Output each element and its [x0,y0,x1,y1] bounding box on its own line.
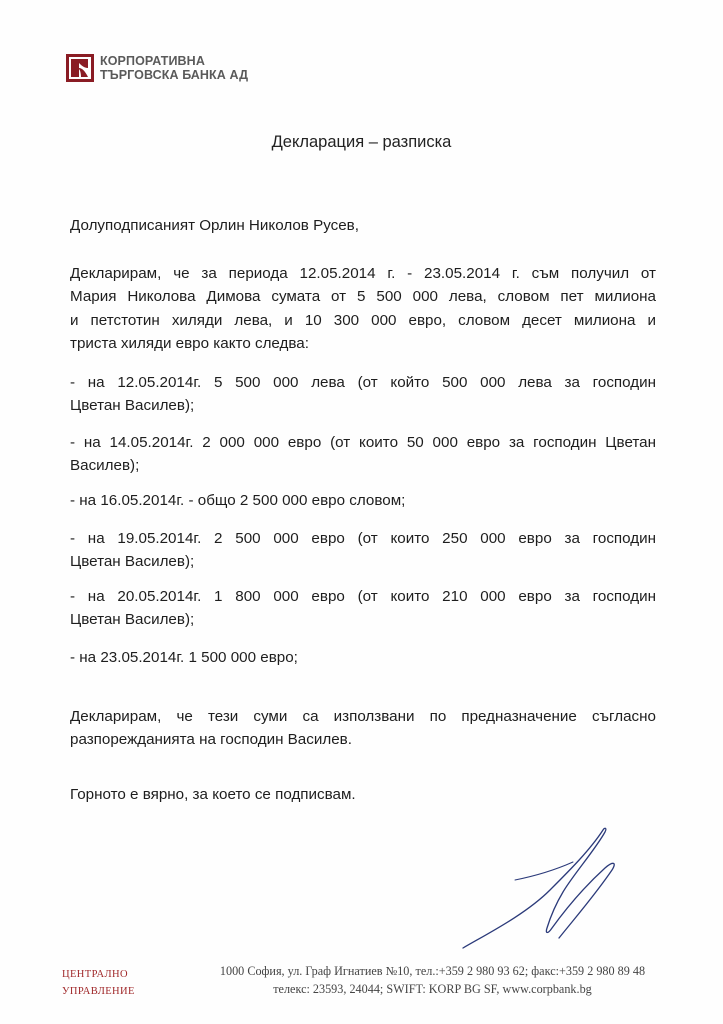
declaration-intro-line: Мария Николова Димова сумата от 5 500 000 лева, словом пет милиона [70,288,656,306]
bank-logo [66,54,248,82]
footer-telecom-line: телекс: 23593, 24044; SWIFT: KORP BG SF, www.corpbank.bg [273,981,592,996]
footer-department-line1: ЦЕНТРАЛНО [62,969,128,980]
declaration-intro-line: и петстотин хиляди лева, и 10 300 000 евро, словом десет милиона и [70,311,656,329]
footer-contacts [205,963,660,998]
document-title: Декларация – разписка [271,133,452,151]
payment-item-line: - на 16.05.2014г. - общо 2 500 000 евро словом; [70,492,406,509]
payment-item-line: Цветан Василев); [70,553,195,571]
payment-item-line: - на 23.05.2014г. 1 500 000 евро; [70,649,298,666]
payment-item-line: Цветан Василев); [70,397,195,415]
payment-item-line: - на 20.05.2014г. 1 800 000 евро (от които 210 000 евро за господин [70,588,656,605]
payment-item-line: - на 19.05.2014г. 2 500 000 евро (от които 250 000 евро за господин [70,530,656,547]
payment-item [70,371,656,418]
bank-name [100,54,248,82]
declaration-intro-paragraph [70,262,656,355]
payment-item [70,585,656,632]
footer-department-line2: УПРАВЛЕНИЕ [62,986,135,997]
payment-item-line: Василев); [70,457,140,475]
payment-item [70,646,656,669]
bank-name-line2: ТЪРГОВСКА БАНКА АД [100,68,249,82]
declaration-purpose-line: разпорежданията на господин Василев. [70,731,352,749]
payment-item-line: - на 12.05.2014г. 5 500 000 лева (от който 500 000 лева за господин [70,374,656,391]
greeting-paragraph: Долуподписаният Орлин Николов Русев, [70,217,359,234]
signature-image [455,820,655,970]
payment-item-line: - на 14.05.2014г. 2 000 000 евро (от които 50 000 евро за господин Цветан [70,434,656,451]
declaration-intro-line: Декларирам, че за периода 12.05.2014 г. - 23.05.2014 г. съм получил от [70,265,656,282]
declaration-intro-line: триста хиляди евро както следва: [70,334,309,352]
payment-item [70,489,656,512]
payment-item [70,527,656,574]
payment-item-line: Цветан Василев); [70,611,195,629]
payment-item [70,431,656,478]
closing-statement: Горното е вярно, за което се подписвам. [70,786,356,803]
bank-name-line1: КОРПОРАТИВНА [100,54,205,68]
footer-address-line: 1000 София, ул. Граф Игнатиев №10, тел.:+359 2 980 93 62; факс:+359 2 980 89 48 [219,964,646,978]
footer-department [62,966,135,1000]
declaration-purpose-line: Декларирам, че тези суми са използвани по предназначение съгласно [70,708,656,725]
bank-logo-icon [66,54,94,82]
declaration-purpose-paragraph [70,705,656,752]
